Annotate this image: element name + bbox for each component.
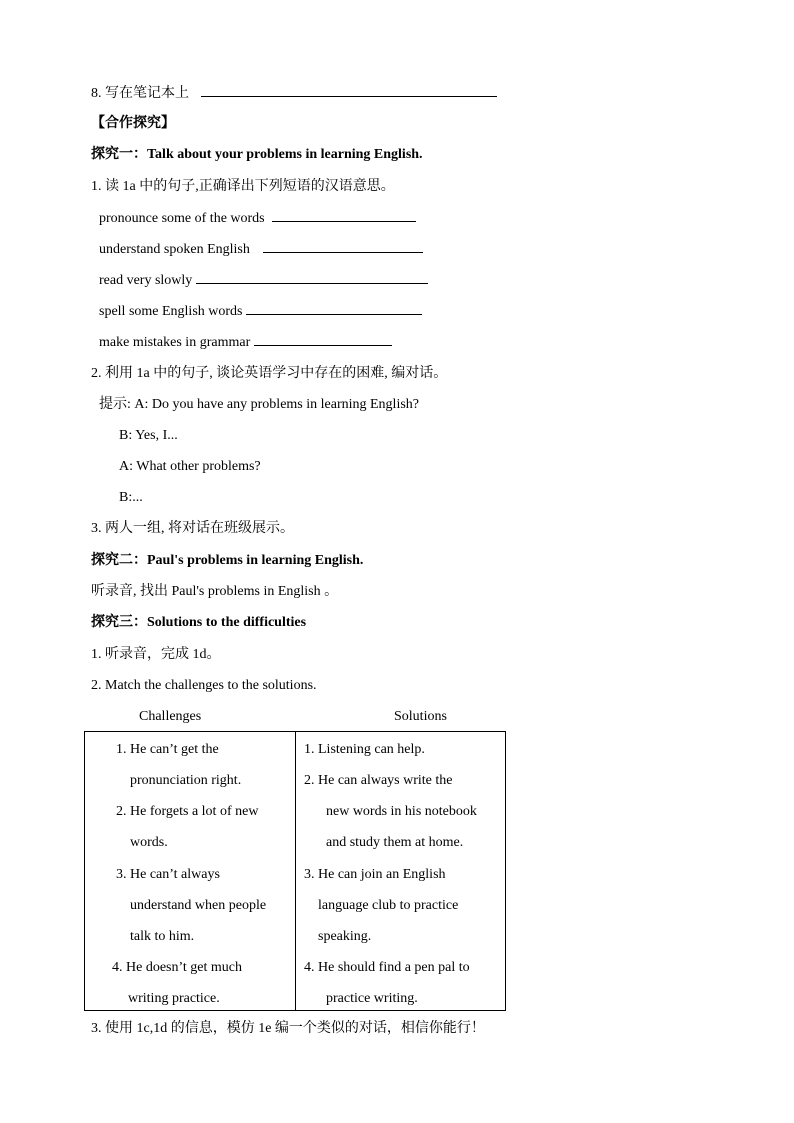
hint-line: 提示: A: Do you have any problems in learning English? [99,397,419,412]
answer-blank[interactable] [263,240,423,253]
solution-2-line: and study them at home. [326,835,464,850]
table-header-solutions: Solutions [394,709,447,724]
explore3-q1: 1. 听录音，完成 1d。 [91,647,221,662]
explore2-title: 探究二：Paul's problems in learning English. [91,553,364,568]
phrase-row [99,271,428,290]
challenge-4-line: 4. He doesn’t get much [112,960,242,975]
solution-4-line: 4. He should find a pen pal to [304,960,470,975]
match-table [84,731,506,1011]
table-header-challenges: Challenges [139,709,202,724]
hint-line: B: Yes, I... [119,428,178,443]
item-8 [91,84,497,103]
phrase-text: read very slowly [99,273,193,288]
explore1-q1: 1. 读 1a 中的句子,正确译出下列短语的汉语意思。 [91,179,395,194]
item-8-text: 8. 写在笔记本上 [91,86,189,101]
solution-3-line: speaking. [318,929,372,944]
solution-2-line: new words in his notebook [326,804,477,819]
solution-3-line: language club to practice [318,898,459,913]
solution-1-line: 1. Listening can help. [304,742,425,757]
explore3-q3: 3. 使用 1c,1d 的信息，模仿 1e 编一个类似的对话，相信你能行！ [91,1021,485,1036]
phrase-text: pronounce some of the words [99,211,265,226]
challenge-3-line: talk to him. [130,929,195,944]
solution-2-line: 2. He can always write the [304,773,453,788]
answer-blank[interactable] [272,209,416,222]
explore1-q2: 2. 利用 1a 中的句子, 谈论英语学习中存在的困难, 编对话。 [91,366,448,381]
solution-4-line: practice writing. [326,991,418,1006]
phrase-row [99,302,422,321]
solution-3-line: 3. He can join an English [304,867,446,882]
explore3-title: 探究三：Solutions to the difficulties [91,615,307,630]
hint-line: A: What other problems? [119,459,261,474]
challenge-2-line: words. [130,835,168,850]
phrase-text: spell some English words [99,304,243,319]
challenge-4-line: writing practice. [128,991,220,1006]
challenge-1-line: 1. He can’t get the [116,742,219,757]
section-heading: 【合作探究】 [91,116,175,131]
phrase-row [99,209,416,228]
explore3-q2: 2. Match the challenges to the solutions. [91,678,317,693]
answer-blank[interactable] [254,333,392,346]
hint-line: B:... [119,490,143,505]
answer-blank[interactable] [196,271,428,284]
answer-blank[interactable] [246,302,422,315]
challenge-1-line: pronunciation right. [130,773,242,788]
challenge-3-line: understand when people [130,898,267,913]
explore1-q3: 3. 两人一组, 将对话在班级展示。 [91,521,294,536]
phrase-text: make mistakes in grammar [99,335,251,350]
challenge-2-line: 2. He forgets a lot of new [116,804,259,819]
answer-blank[interactable] [201,84,497,97]
table-divider [295,732,296,1010]
explore1-title: 探究一：Talk about your problems in learning English. [91,147,423,162]
challenge-3-line: 3. He can’t always [116,867,220,882]
phrase-text: understand spoken English [99,242,250,257]
explore2-text: 听录音, 找出 Paul's problems in English 。 [91,584,339,599]
phrase-row [99,333,392,352]
phrase-row [99,240,423,259]
